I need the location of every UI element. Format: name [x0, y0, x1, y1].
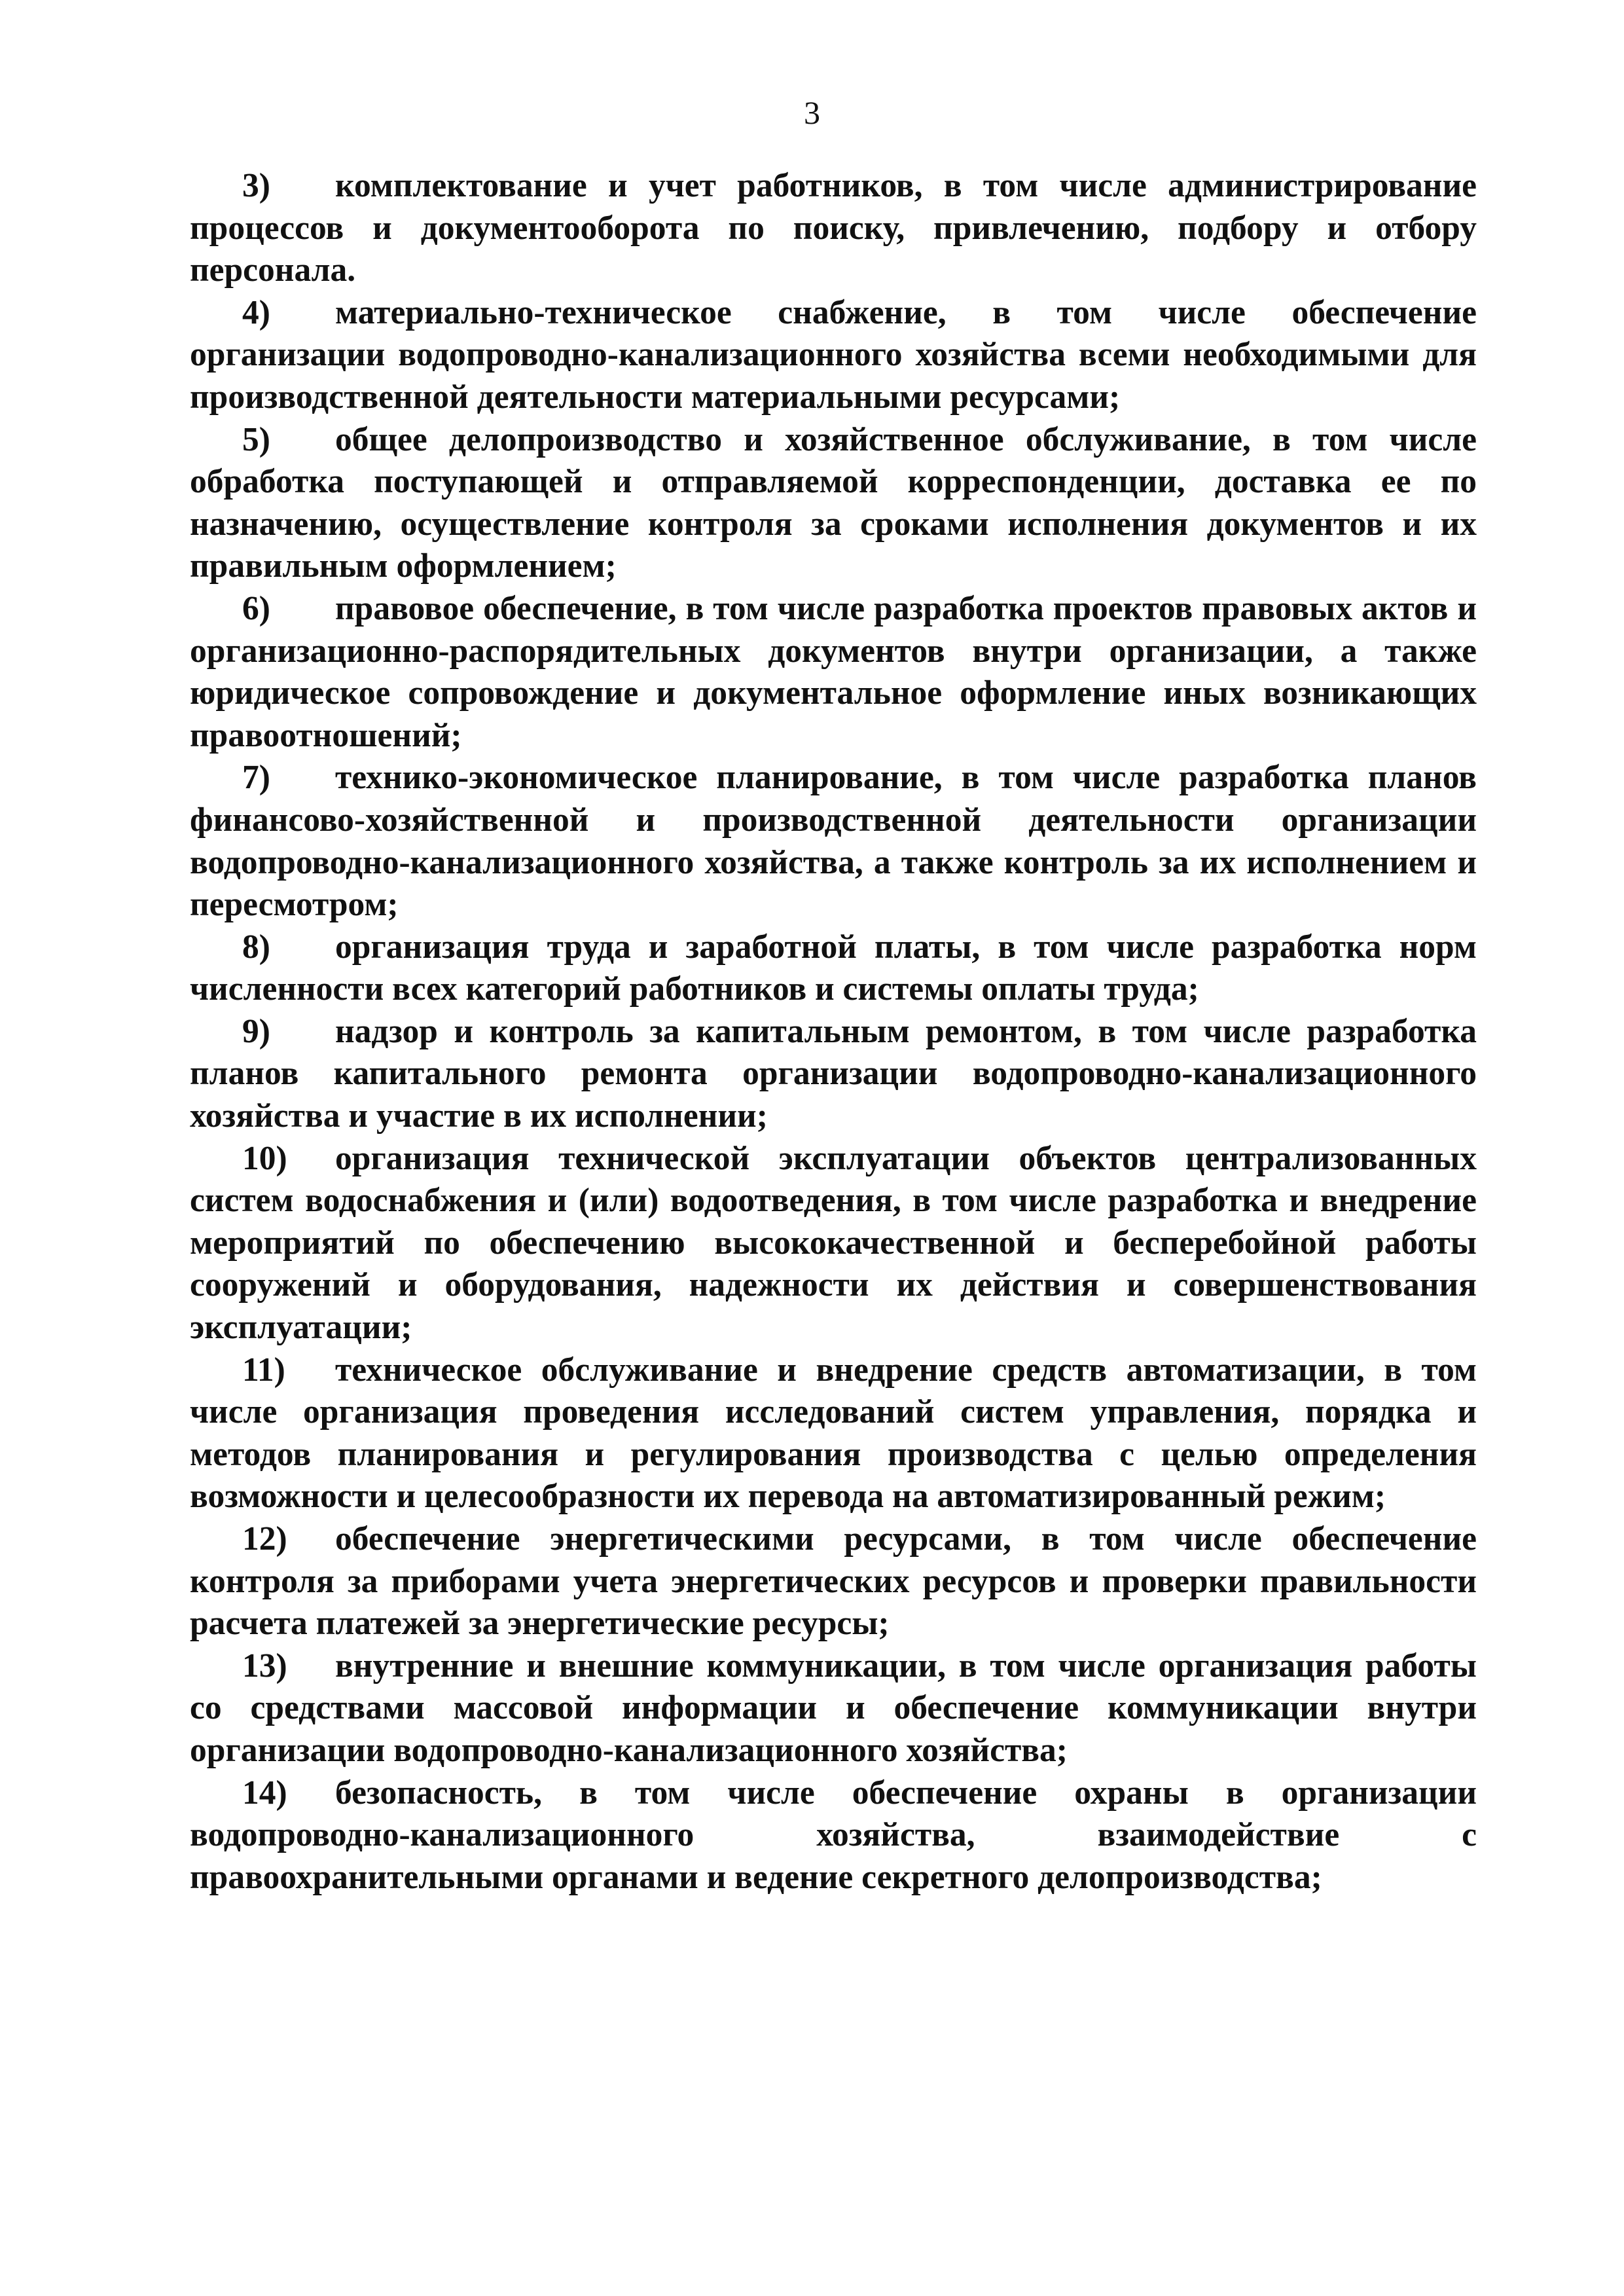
- item-number: 11): [242, 1351, 285, 1389]
- item-number: 8): [242, 928, 270, 966]
- item-text: организация труда и заработной платы, в том числе разработка норм численности всех категорий работников и системы оплаты труда;: [190, 928, 1477, 1008]
- item-text: техническое обслуживание и внедрение средств автоматизации, в том числе организация проведения исследований систем управления, порядка и методов планирования и регулирования производства с целью определения возможности и целесообразности их перевода на автоматизированный режим;: [190, 1351, 1477, 1516]
- item-text: обеспечение энергетическими ресурсами, в том числе обеспечение контроля за приборами учета энергетических ресурсов и проверки правильности расчета платежей за энергетические ресурсы;: [190, 1520, 1477, 1643]
- item-text: правовое обеспечение, в том числе разработка проектов правовых актов и организационно-распорядительных документов внутри организации, а также юридическое сопровождение и документальное оформление иных возникающих правоотношений;: [190, 589, 1477, 754]
- item-text: общее делопроизводство и хозяйственное обслуживание, в том числе обработка поступающей и отправляемой корреспонденции, доставка ее по назначению, осуществление контроля за сроками исполнения документов и их правильным оформлением;: [190, 420, 1477, 585]
- list-item: [190, 419, 1477, 588]
- list-item: [190, 926, 1477, 1011]
- item-number: 3): [242, 167, 270, 204]
- item-text: безопасность, в том числе обеспечение охраны в организации водопроводно-канализационного хозяйства, взаимодействие с правоохранительными органами и ведение секретного делопроизводства;: [190, 1774, 1477, 1896]
- list-item: [190, 292, 1477, 419]
- item-number: 13): [242, 1647, 287, 1685]
- item-number: 4): [242, 293, 270, 331]
- item-number: 10): [242, 1139, 287, 1177]
- item-number: 7): [242, 759, 270, 797]
- item-number: 5): [242, 420, 270, 458]
- list-item: [190, 165, 1477, 292]
- list-item: [190, 1011, 1477, 1138]
- list-item: [190, 1349, 1477, 1518]
- list-item: [190, 1772, 1477, 1899]
- page-number: 3: [804, 94, 820, 131]
- item-text: надзор и контроль за капитальным ремонтом, в том числе разработка планов капитального ремонта организации водопроводно-канализационного хозяйства и участие в их исполнении;: [190, 1012, 1477, 1135]
- item-number: 14): [242, 1774, 287, 1812]
- item-text: технико-экономическое планирование, в том числе разработка планов финансово-хозяйственной и производственной деятельности организации водопроводно-канализационного хозяйства, а также контроль за их исполнением и пересмотром;: [190, 759, 1477, 924]
- item-text: комплектование и учет работников, в том числе администрирование процессов и документооборота по поиску, привлечению, подбору и отбору персонала.: [190, 167, 1477, 289]
- list-item: [190, 1518, 1477, 1645]
- item-number: 6): [242, 589, 270, 627]
- document-body: [190, 165, 1477, 1899]
- item-number: 12): [242, 1520, 287, 1558]
- item-text: материально-техническое снабжение, в том числе обеспечение организации водопроводно-канализационного хозяйства всеми необходимыми для производственной деятельности материальными ресурсами;: [190, 293, 1477, 416]
- item-text: внутренние и внешние коммуникации, в том числе организация работы со средствами массовой информации и обеспечение коммуникации внутри организации водопроводно-канализационного хозяйства;: [190, 1647, 1477, 1769]
- item-number: 9): [242, 1012, 270, 1050]
- list-item: [190, 1645, 1477, 1772]
- list-item: [190, 588, 1477, 757]
- list-item: [190, 1138, 1477, 1349]
- item-text: организация технической эксплуатации объектов централизованных систем водоснабжения и (или) водоотведения, в том числе разработка и внедрение мероприятий по обеспечению высококачественной и бесперебойной работы сооружений и оборудования, надежности их действия и совершенствования эксплуатации;: [190, 1139, 1477, 1347]
- list-item: [190, 757, 1477, 926]
